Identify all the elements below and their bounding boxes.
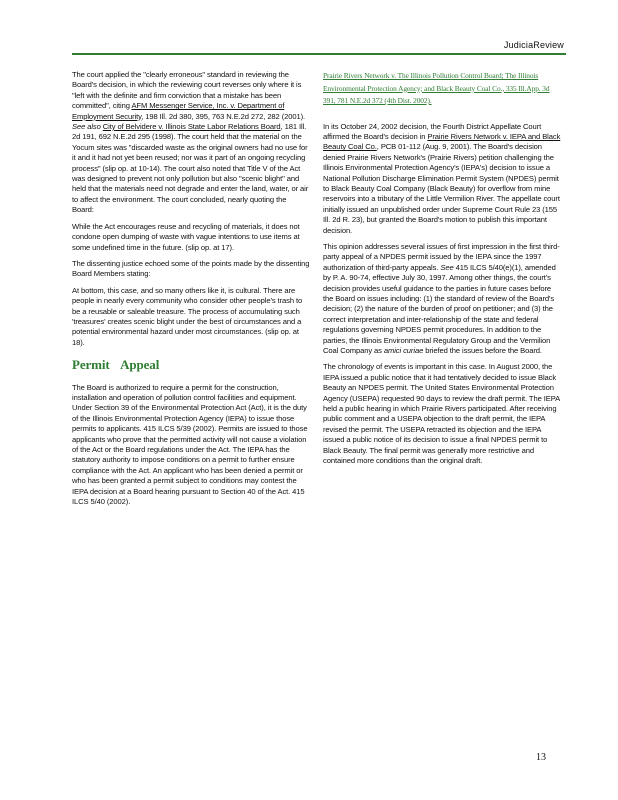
afm-messenger-case-link[interactable]: AFM Messenger Service, Inc. v. Department of Employment Security (72, 101, 285, 121)
see-also-signal: See also (72, 122, 103, 132)
citation-text: , 198 Ill. 2d 380, 395, 763 N.E.2d 272, 282 (2001). (141, 111, 306, 121)
belvidere-discussion-paragraph (72, 70, 310, 216)
paragraph-text: This opinion addresses several issues of first impression in the first third-party appeal of a NPDES permit issued by the IEPA since the 1997 authorization of third-party appeals. (323, 241, 560, 272)
section-heading: Permit Appeal (72, 357, 160, 373)
page-number: 13 (536, 752, 546, 763)
paragraph-continuation: , PCB 01-112 (Aug. 9, 2001). The Board's decision denied Prairie Rivers Network's (Prairie Rivers) petition challenging the Illinois Environmental Protection Agency's (IEPA's) decision to issue a National Pollution Discharge Elimination Permit System (NPDES) permit to Black Beauty Coal Company (Black Beauty) for overflow from mine reservoirs into a tributary of the Little Vermilion River. The appellate court initially issued an unpublished order under Supreme Court Rule 23 (155 Ill. 2d R. 23), but granted the Board's motion to publish this important decision. (323, 142, 560, 235)
amici-curiae-term: amici curiae (383, 346, 424, 356)
prairie-rivers-case-link[interactable]: Prairie Rivers Network v. IEPA and Black Beauty Coal Co. (323, 131, 561, 152)
paragraph-ending: briefed the issues before the Board. (423, 346, 542, 356)
chronology-paragraph: The chronology of events is important in this case. In August 2000, the IEPA issued a public notice that it had tentatively decided to issue Black Beauty an NPDES permit. The United States Environmental Protection Agency (USEPA) requested 90 days to review the draft permit. The IEPA held a public hearing in which Prairie Rivers participated. After receiving public comment and a USEPA objection to the draft permit, the IEPA revised the permit. The USEPA retracted its objection and the IEPA issued a public notice of its decision to issue a final NPDES permit to Black Beauty. The final permit was generally more restrictive and contained more conditions than the original draft. (323, 362, 560, 466)
paragraph-continuation: 415 ILCS 5/40(e)(1), amended by P. A. 90-74, effective July 30, 1997. Among other things, the court's decision provides useful guidance to the parties in future cases before the Board on issues including: (1) the standard of review of the Board's decision; (2) the nature of the burden of proof on petitioner; and (3) the correct interpretation and inter-relationship of the state and federal regulations governing NPDES permit procedures. In addition to the parties, the Illinois Environmental Regulatory Group and the Vermilion Coal Company as (323, 262, 556, 356)
dissent-intro-paragraph: The dissenting justice echoed some of the points made by the dissenting Board Members stating: (72, 258, 310, 279)
case-citation-heading (323, 70, 561, 108)
paragraph-text: In its October 24, 2002 decision, the Fourth District Appellate Court affirmed the Board's decision in (323, 121, 542, 141)
journal-title: JudiciaReview (503, 40, 564, 50)
paragraph-continuation: , 181 Ill. 2d 191, 692 N.E.2d 295 (1998). The court held that the material on the Yocum sites was "discarded waste as the original owners had no use for it and it had not yet been reused; nor was it part of an ongoing recycling process" (slip op. at 10-14). The court also noted that Title V of the Act was designed to prevent not only pollution but also "scenic blight" and held that the materials need not degrade and enter the land, water, or air to affect the environment. The court concluded, nearly quoting the Board: (72, 122, 309, 215)
issues-paragraph (323, 242, 561, 356)
header-rule (72, 53, 566, 55)
decision-summary-paragraph (323, 122, 561, 236)
block-quote-dissent: At bottom, this case, and so many others like it, is cultural. There are people in nearly every community who consider other people's trash to be a reusable or saleable treasure. The process of accumulating such 'treasures' creates scenic blight under the best of circumstances and a potential environmental hazard under most circumstances. (slip op. at 18). (72, 285, 303, 347)
belvidere-case-link[interactable]: City of Belvidere v. Illinois State Labor Relations Board (102, 122, 281, 132)
case-citation-text: Prairie Rivers Network v. The Illinois Pollution Control Board; The Illinois Environmental Protection Agency; and Black Beauty Coal Co., 335 Ill.App. 3d 391, 781 N.E.2d 372 (4th Dist. 2002). (323, 71, 550, 105)
permit-appeal-paragraph: The Board is authorized to require a permit for the construction, installation and operation of pollution control facilities and equipment. Under Section 39 of the Environmental Protection Act (Act), it is the duty of the Illinois Environmental Protection Agency (IEPA) to issue those permits to applicants. 415 ILCS 5/39 (2002). Permits are issued to those applicants who prove that the permitted activity will not cause a violation of the Act or the Board regulations under the Act. The IEPA has the statutory authority to impose conditions on a permit to further ensure compliance with the Act. An applicant who has been denied a permit or who has been granted a permit subject to conditions may contest the IEPA decision at a Board hearing pursuant to Section 40 of the Act. 415 ILCS 5/40 (2002). (72, 382, 308, 507)
right-column (323, 70, 561, 473)
block-quote-majority: While the Act encourages reuse and recycling of materials, it does not condone open dumping of waste with vague intentions to use items at some undefined time in the future. (slip op. at 17). (72, 221, 300, 252)
see-signal: See (440, 262, 454, 272)
paragraph-text: The court applied the "clearly erroneous" standard in reviewing the Board's decision, in which the reviewing court reverses only where it is "left with the definite and firm conviction that a mistake has been committed", citing (72, 70, 302, 111)
left-column (72, 70, 310, 513)
